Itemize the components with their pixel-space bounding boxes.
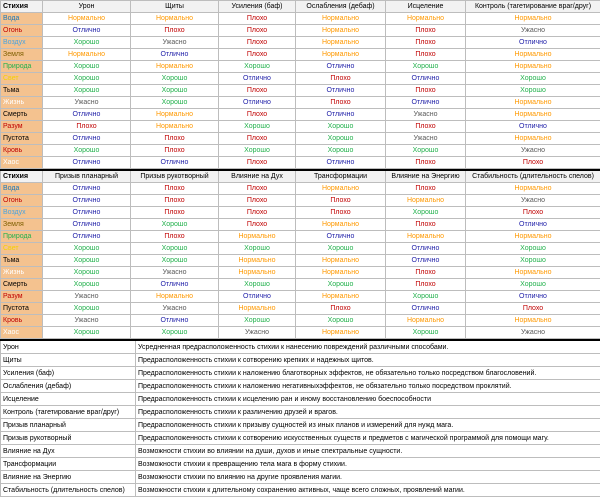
legend-term: Влияние на Энергию [1, 471, 136, 484]
rating-cell: Отлично [43, 207, 131, 219]
rating-cell: Плохо [43, 121, 131, 133]
rating-cell: Хорошо [131, 243, 219, 255]
rating-cell: Хорошо [296, 315, 386, 327]
rating-cell: Хорошо [219, 243, 296, 255]
table-row [1, 61, 600, 73]
legend-row [1, 458, 600, 471]
rating-cell: Ужасно [466, 145, 600, 157]
rating-cell: Плохо [131, 207, 219, 219]
rating-cell: Плохо [466, 303, 600, 315]
rating-cell: Отлично [131, 157, 219, 169]
table2-header-row [1, 170, 600, 183]
table1-header-row [1, 1, 600, 13]
rating-cell: Ужасно [386, 109, 466, 121]
legend-table [0, 339, 600, 497]
rating-cell: Ужасно [43, 97, 131, 109]
table-row [1, 231, 600, 243]
legend-description: Предрасположенность стихии к сотворению искусственных существ и предметов с магической программой для помощи магу. [136, 432, 600, 445]
rating-cell: Плохо [386, 183, 466, 195]
rating-cell: Нормально [296, 37, 386, 49]
table-row [1, 207, 600, 219]
rating-cell: Ужасно [386, 133, 466, 145]
table-row [1, 97, 600, 109]
legend-description: Возможности стихии к длительному сохранению активных, чаще всего сложных, проявлений магии. [136, 484, 600, 497]
rating-cell: Нормально [131, 109, 219, 121]
element-name: Вода [1, 13, 43, 25]
table-row [1, 37, 600, 49]
rating-cell: Плохо [386, 157, 466, 169]
rating-cell: Плохо [131, 183, 219, 195]
rating-cell: Нормально [296, 291, 386, 303]
rating-cell: Ужасно [131, 267, 219, 279]
table1-header-damage: Урон [43, 1, 131, 13]
rating-cell: Плохо [219, 25, 296, 37]
rating-cell: Хорошо [296, 279, 386, 291]
rating-cell: Ужасно [466, 195, 600, 207]
rating-cell: Нормально [296, 267, 386, 279]
table-row [1, 327, 600, 339]
legend-term: Призыв рукотворный [1, 432, 136, 445]
rating-cell: Хорошо [296, 145, 386, 157]
rating-cell: Хорошо [43, 37, 131, 49]
rating-cell: Отлично [386, 97, 466, 109]
rating-cell: Нормально [219, 267, 296, 279]
rating-cell: Отлично [466, 37, 600, 49]
legend-description: Предрасположенность стихии к различению друзей и врагов. [136, 406, 600, 419]
element-name: Кровь [1, 145, 43, 157]
legend-row [1, 484, 600, 497]
rating-cell: Хорошо [131, 85, 219, 97]
rating-cell: Плохо [386, 25, 466, 37]
rating-cell: Хорошо [296, 243, 386, 255]
element-name: Свет [1, 73, 43, 85]
element-name: Вода [1, 183, 43, 195]
table-row [1, 279, 600, 291]
rating-cell: Плохо [296, 195, 386, 207]
rating-cell: Нормально [466, 183, 600, 195]
rating-cell: Хорошо [43, 145, 131, 157]
legend-description: Предрасположенность стихии к сотворению крепких и надежных щитов. [136, 354, 600, 367]
table-row [1, 303, 600, 315]
rating-cell: Ужасно [43, 291, 131, 303]
rating-cell: Нормально [219, 231, 296, 243]
rating-cell: Нормально [466, 61, 600, 73]
table1-header-debuffs: Ослабления (дебаф) [296, 1, 386, 13]
rating-cell: Плохо [386, 37, 466, 49]
rating-cell: Отлично [43, 195, 131, 207]
element-name: Тьма [1, 255, 43, 267]
table2-header-spirit: Влияние на Дух [219, 170, 296, 183]
table-row [1, 13, 600, 25]
element-name: Смерть [1, 279, 43, 291]
table-row [1, 109, 600, 121]
rating-cell: Плохо [131, 231, 219, 243]
rating-cell: Хорошо [131, 327, 219, 339]
legend-row [1, 432, 600, 445]
table2-header-stability: Стабильность (длительность спелов) [466, 170, 600, 183]
rating-cell: Отлично [43, 183, 131, 195]
rating-cell: Хорошо [386, 61, 466, 73]
rating-cell: Отлично [219, 73, 296, 85]
rating-cell: Ужасно [466, 25, 600, 37]
rating-cell: Хорошо [466, 279, 600, 291]
element-name: Жизнь [1, 97, 43, 109]
legend-row [1, 367, 600, 380]
element-name: Земля [1, 49, 43, 61]
rating-cell: Нормально [386, 195, 466, 207]
rating-cell: Плохо [466, 157, 600, 169]
element-name: Природа [1, 231, 43, 243]
rating-cell: Плохо [219, 49, 296, 61]
table-row [1, 267, 600, 279]
legend-description: Предрасположенность стихии к наложению благотворных эффектов, не обязательно только посредством благословений. [136, 367, 600, 380]
rating-cell: Нормально [466, 315, 600, 327]
rating-cell: Хорошо [219, 145, 296, 157]
element-name: Хаос [1, 157, 43, 169]
table-row [1, 291, 600, 303]
legend-description: Возможности стихии во влиянии на души, духов и иные спектральные сущности. [136, 445, 600, 458]
rating-cell: Отлично [43, 109, 131, 121]
rating-cell: Хорошо [43, 327, 131, 339]
table2-header-transform: Трансформации [296, 170, 386, 183]
rating-cell: Ужасно [219, 327, 296, 339]
rating-cell: Хорошо [43, 73, 131, 85]
rating-cell: Нормально [466, 109, 600, 121]
rating-cell: Хорошо [43, 85, 131, 97]
rating-cell: Плохо [219, 85, 296, 97]
rating-cell: Плохо [131, 25, 219, 37]
rating-cell: Отлично [43, 133, 131, 145]
rating-cell: Нормально [296, 255, 386, 267]
rating-cell: Отлично [43, 231, 131, 243]
rating-cell: Отлично [219, 291, 296, 303]
rating-cell: Отлично [386, 303, 466, 315]
table1-header-shields: Щиты [131, 1, 219, 13]
rating-cell: Нормально [131, 13, 219, 25]
element-name: Свет [1, 243, 43, 255]
table-row [1, 157, 600, 169]
table-row [1, 121, 600, 133]
legend-term: Контроль (тагетирование враг/друг) [1, 406, 136, 419]
rating-cell: Нормально [466, 267, 600, 279]
rating-cell: Нормально [131, 61, 219, 73]
rating-cell: Отлично [386, 255, 466, 267]
table1-header-buffs: Усиления (баф) [219, 1, 296, 13]
table-row [1, 73, 600, 85]
rating-cell: Нормально [219, 303, 296, 315]
rating-cell: Отлично [296, 109, 386, 121]
element-name: Воздух [1, 37, 43, 49]
table1-header-healing: Исцеление [386, 1, 466, 13]
rating-cell: Плохо [219, 219, 296, 231]
rating-cell: Нормально [386, 231, 466, 243]
rating-cell: Отлично [296, 61, 386, 73]
element-name: Кровь [1, 315, 43, 327]
rating-cell: Нормально [466, 49, 600, 61]
element-name: Земля [1, 219, 43, 231]
legend-row [1, 340, 600, 354]
element-name: Хаос [1, 327, 43, 339]
rating-cell: Отлично [131, 49, 219, 61]
table-row [1, 195, 600, 207]
legend-description: Возможности стихии по влиянию на другие проявления магии. [136, 471, 600, 484]
table2-header-planar-summon: Призыв планарный [43, 170, 131, 183]
legend-term: Щиты [1, 354, 136, 367]
rating-cell: Нормально [296, 219, 386, 231]
rating-cell: Хорошо [466, 255, 600, 267]
table2-header-crafted-summon: Призыв рукотворный [131, 170, 219, 183]
legend-row [1, 380, 600, 393]
rating-cell: Отлично [43, 157, 131, 169]
table-row [1, 145, 600, 157]
legend-term: Ослабления (дебаф) [1, 380, 136, 393]
element-name: Пустота [1, 133, 43, 145]
element-name: Пустота [1, 303, 43, 315]
rating-cell: Плохо [219, 37, 296, 49]
rating-cell: Отлично [466, 121, 600, 133]
rating-cell: Ужасно [131, 37, 219, 49]
rating-cell: Хорошо [131, 97, 219, 109]
rating-cell: Нормально [296, 183, 386, 195]
rating-cell: Плохо [219, 109, 296, 121]
table-row [1, 219, 600, 231]
rating-cell: Нормально [466, 133, 600, 145]
rating-cell: Плохо [386, 219, 466, 231]
rating-cell: Отлично [43, 25, 131, 37]
rating-cell: Хорошо [43, 61, 131, 73]
rating-cell: Плохо [386, 49, 466, 61]
rating-cell: Плохо [219, 195, 296, 207]
table2-header-element: Стихия [1, 170, 43, 183]
rating-cell: Нормально [43, 49, 131, 61]
elements-table-1 [0, 0, 600, 169]
legend-term: Усиления (баф) [1, 367, 136, 380]
legend-row [1, 419, 600, 432]
rating-cell: Хорошо [219, 61, 296, 73]
rating-cell: Хорошо [219, 121, 296, 133]
legend-description: Предрасположенность стихии к наложению негативныхэффектов, не обязательно только посредством проклятий. [136, 380, 600, 393]
rating-cell: Плохо [219, 13, 296, 25]
element-name: Смерть [1, 109, 43, 121]
rating-cell: Хорошо [296, 133, 386, 145]
rating-cell: Нормально [296, 25, 386, 37]
rating-cell: Плохо [131, 133, 219, 145]
rating-cell: Нормально [386, 315, 466, 327]
rating-cell: Плохо [131, 145, 219, 157]
rating-cell: Плохо [386, 85, 466, 97]
rating-cell: Хорошо [386, 327, 466, 339]
rating-cell: Хорошо [466, 243, 600, 255]
legend-term: Призыв планарный [1, 419, 136, 432]
rating-cell: Плохо [386, 279, 466, 291]
rating-cell: Отлично [466, 219, 600, 231]
rating-cell: Хорошо [131, 255, 219, 267]
legend-term: Трансформации [1, 458, 136, 471]
rating-cell: Нормально [131, 121, 219, 133]
rating-cell: Нормально [296, 327, 386, 339]
element-name: Огонь [1, 25, 43, 37]
legend-term: Исцеление [1, 393, 136, 406]
legend-row [1, 354, 600, 367]
table-row [1, 255, 600, 267]
legend-row [1, 471, 600, 484]
rating-cell: Отлично [386, 243, 466, 255]
rating-cell: Нормально [386, 13, 466, 25]
rating-cell: Хорошо [386, 207, 466, 219]
rating-cell: Плохо [219, 133, 296, 145]
rating-cell: Хорошо [131, 73, 219, 85]
rating-cell: Плохо [296, 207, 386, 219]
legend-row [1, 445, 600, 458]
rating-cell: Плохо [296, 303, 386, 315]
rating-cell: Хорошо [43, 303, 131, 315]
rating-cell: Хорошо [43, 255, 131, 267]
legend-row [1, 406, 600, 419]
legend-description: Предрасположенность стихии к исцелению ран и иному восстановлению боеспособности [136, 393, 600, 406]
legend-description: Возможности стихии к превращению тела мага в форму стихии. [136, 458, 600, 471]
rating-cell: Отлично [296, 85, 386, 97]
rating-cell: Ужасно [131, 303, 219, 315]
rating-cell: Нормально [219, 255, 296, 267]
rating-cell: Хорошо [131, 219, 219, 231]
element-name: Разум [1, 291, 43, 303]
table-row [1, 243, 600, 255]
table-row [1, 133, 600, 145]
rating-cell: Плохо [296, 73, 386, 85]
rating-cell: Нормально [131, 291, 219, 303]
rating-cell: Нормально [466, 97, 600, 109]
rating-cell: Отлично [296, 157, 386, 169]
rating-cell: Хорошо [386, 145, 466, 157]
rating-cell: Плохо [466, 207, 600, 219]
rating-cell: Нормально [296, 49, 386, 61]
rating-cell: Отлично [296, 231, 386, 243]
rating-cell: Нормально [466, 231, 600, 243]
rating-cell: Отлично [131, 279, 219, 291]
rating-cell: Плохо [131, 195, 219, 207]
rating-cell: Отлично [131, 315, 219, 327]
rating-cell: Плохо [296, 97, 386, 109]
rating-cell: Нормально [466, 13, 600, 25]
rating-cell: Хорошо [43, 267, 131, 279]
rating-cell: Плохо [219, 183, 296, 195]
legend-description: Усредненная предрасположенность стихии к нанесению повреждений различными способами. [136, 340, 600, 354]
legend-term: Стабильность (длительность спелов) [1, 484, 136, 497]
rating-cell: Хорошо [296, 121, 386, 133]
rating-cell: Хорошо [466, 85, 600, 97]
table2-header-energy: Влияние на Энергию [386, 170, 466, 183]
legend-term: Влияние на Дух [1, 445, 136, 458]
rating-cell: Хорошо [466, 73, 600, 85]
table-row [1, 315, 600, 327]
rating-cell: Плохо [219, 157, 296, 169]
rating-cell: Ужасно [466, 327, 600, 339]
element-name: Тьма [1, 85, 43, 97]
rating-cell: Отлично [219, 97, 296, 109]
rating-cell: Нормально [296, 13, 386, 25]
rating-cell: Хорошо [43, 243, 131, 255]
legend-description: Предрасположенность стихии к призыву сущностей из иных планов и измерений для нужд мага. [136, 419, 600, 432]
rating-cell: Плохо [219, 207, 296, 219]
rating-cell: Ужасно [43, 315, 131, 327]
rating-cell: Хорошо [43, 279, 131, 291]
element-name: Воздух [1, 207, 43, 219]
table-row [1, 183, 600, 195]
rating-cell: Отлично [386, 73, 466, 85]
rating-cell: Плохо [386, 121, 466, 133]
legend-term: Урон [1, 340, 136, 354]
rating-cell: Нормально [43, 13, 131, 25]
rating-cell: Отлично [43, 219, 131, 231]
table-row [1, 25, 600, 37]
elements-table-2 [0, 169, 600, 339]
table-row [1, 85, 600, 97]
rating-cell: Хорошо [386, 291, 466, 303]
table1-header-element: Стихия [1, 1, 43, 13]
rating-cell: Плохо [386, 267, 466, 279]
legend-row [1, 393, 600, 406]
table1-header-control: Контроль (тагетирование враг/друг) [466, 1, 600, 13]
element-name: Огонь [1, 195, 43, 207]
table-row [1, 49, 600, 61]
element-name: Разум [1, 121, 43, 133]
element-name: Природа [1, 61, 43, 73]
element-name: Жизнь [1, 267, 43, 279]
rating-cell: Хорошо [219, 315, 296, 327]
rating-cell: Хорошо [219, 279, 296, 291]
rating-cell: Отлично [466, 291, 600, 303]
